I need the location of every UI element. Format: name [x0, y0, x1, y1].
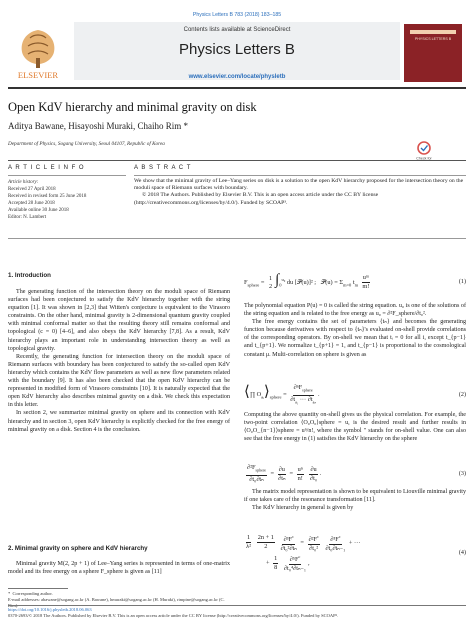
history-line: Editor: N. Lambert	[8, 215, 47, 220]
journal-reference[interactable]: Physics Letters B 783 (2018) 183–185	[192, 12, 282, 18]
header-divider	[8, 87, 466, 89]
abstract-body: We show that the minimal gravity of Lee–Yang series on disk is a solution to the open KdV hierarchy proposed for the intersection theory on the moduli space of Riemann surfaces with boundary.	[134, 178, 464, 192]
affiliation: Department of Physics, Sogang University, Seoul 04107, Republic of Korea	[8, 141, 165, 147]
equation-number: (2)	[458, 392, 466, 398]
equation-4: $\frac{1}{\text{λ²}}$ $\frac{2n + 1}{2}$ $\frac{\partial^3F^c}{\text{∂t₀²∂tₙ}}$ = $\frac{\partial^2F^c}{\text{∂t₀²}}$ $\frac{\partial^3F^c}{\text{∂t₀∂tₙ₋₁}}$ + ··· + $\frac{1}{8}$ $\frac{\partial^5F^c}{\text{∂t₀⁴∂tₙ₋₁}}$ , (4)	[244, 533, 466, 573]
paragraph: The generating function of the intersection theory on the moduli space of Riemann surfaces had been conjectured to satisfy the KdV hierarchy together with the string equation [1]. It was shown in [2,3] that Witten's conjecture is equivalent to the Virasoro constraints. On the other hand, minimal gravity is 2-dimensional quantum gravity coupled with minimal conformal matter so that the resulting theory still remains conformal and topological (c = 0) [4–6], and also obeys the KdV hierarchy [7,8]. As a result, KdV hierarchy plays an important role in understanding intersection theory as well as topological gravity.	[8, 289, 230, 352]
svg-text:Check for: Check for	[416, 156, 432, 161]
license-statement[interactable]: © 2018 The Authors. Published by Elsevier B.V. This is an open access article under the CC BY license (http://creativecommons.org/licenses/by/4.0/). Funded by SCOAP³.	[134, 192, 379, 206]
right-column-text-3	[244, 488, 466, 512]
footnote-emails[interactable]: E-mail addresses: abawane@sogang.ac.kr (A. Bawane), hmuraki@sogang.ac.kr (H. Muraki), rimpine@sogang.ac.kr (C.	[8, 597, 225, 602]
contents-line[interactable]: Contents lists available at ScienceDirect	[183, 27, 291, 33]
doi-link[interactable]: https://doi.org/10.1016/j.physletb.2018.06.063	[8, 607, 92, 612]
introduction-text	[8, 288, 230, 434]
paragraph: The free energy contains the set of parameters {tₙ} and becomes the generating function because derivatives with respect to {tₙ}'s evaluated on-shell provide correlations of the corresponding operators. By on-shell we mean that tᵢ = 0 for all i, except t_{p−1} and t_{p+1}. We normalize t_{p+1} = 1, and t_{p−1} is proportional to the cosmological constant μ. Multi-correlation on sphere is given as	[244, 319, 466, 358]
paragraph: The polynomial equation P(u) = 0 is called the string equation. u₀ is one of the solutions of the string equation and is related to the free energy as u₀ = ∂²F_sphere/∂t₀².	[244, 303, 466, 318]
paragraph: Minimal gravity M(2, 2p + 1) of Lee–Yang series is represented in terms of one-matrix model and its free energy on a sphere F_sphere is given as [11]	[8, 561, 230, 576]
abstract-heading: A B S T R A C T	[134, 165, 192, 171]
abstract-rule	[134, 175, 466, 176]
footnote-marker: *	[8, 591, 11, 596]
paragraph: In section 2, we summarize minimal gravity on sphere and its connection with KdV hierarchy and in section 3, open KdV hierarchy is explicitly checked for the free energy of minimal gravity on a disk. Section 4 is the conclusion.	[8, 410, 230, 433]
equation-number: (4)	[458, 550, 466, 556]
history-line: Available online 30 June 2018	[8, 208, 69, 213]
elsevier-logo[interactable]	[8, 24, 68, 82]
history-label: Article history:	[8, 180, 39, 185]
article-info	[8, 179, 128, 221]
check-for-updates-badge[interactable]	[412, 140, 436, 162]
abstract-bottom-rule	[8, 238, 466, 239]
paragraph: Recently, the generating function for intersection theory on the moduli space of Riemann surfaces with boundary has been conjectured to satisfy the so-called open KdV hierarchy which contains the KdV flow parameters as well as new flow parameters related with the boundary [9]. It has also been checked that the open KdV hierarchy can be represented in modified form of Virasoro constraints [10]. It is naturally expected that the open KdV hierarchy also describes minimal gravity on a disk. We check this expectation in this letter.	[8, 353, 230, 409]
abstract-text	[134, 178, 466, 207]
paragraph: Computing the above quantity on-shell gives us the physical correlation. For example, the two-point correlation ⟨O₀O₀⟩sphere = u, is the desired result and further results in ⟨O₀O_{n−1}⟩sphere = uⁿ/n!, where the symbol " stands for on-shell value. One can also see that the free energy in (1) satisfies the KdV hierarchy on the sphere	[244, 412, 466, 443]
article-info-heading: A R T I C L E I N F O	[8, 165, 85, 171]
cover-title: PHYSICS LETTERS B	[414, 37, 452, 41]
right-column-text-1	[244, 302, 466, 359]
paragraph: The KdV hierarchy in general is given by	[252, 505, 354, 512]
footnote-rule	[8, 588, 68, 589]
page-footer	[8, 607, 466, 619]
paper-title: Open KdV hierarchy and minimal gravity on disk	[8, 100, 257, 114]
footnote-line: Corresponding author.	[12, 591, 53, 596]
equation-2: ⟨∏ $O_{aᵢ}⟩_{sphere}$ = $\frac{\partial^nF_{sphere}}{\partial t_{a_1} \cdot\cdot\cdot \partial t_{a_n}}$ . (2)	[244, 384, 466, 404]
issn-license: 0370-2693/© 2018 The Authors. Published by Elsevier B.V. This is an open access article under the CC BY license (http://creativecommons.org/licenses/by/4.0/). Funded by SCOAP³.	[8, 613, 339, 619]
equation-number: (3)	[458, 471, 466, 477]
publisher-name: ELSEVIER	[17, 70, 59, 80]
history-line: Received 27 April 2018	[8, 187, 56, 192]
equation-number: (1)	[458, 279, 466, 285]
section2-text	[8, 560, 230, 576]
equation-1: $F_{sphere}$ = 1 2 $\int_0^{u_0}$ du [𝒫(u)]² ; 𝒫(u) = $\Sigma_{m=0}$ $t_m$ $\frac{\text{uᵐ}}{m!}$ (1)	[244, 271, 466, 291]
journal-title: Physics Letters B	[179, 41, 295, 58]
title-divider	[8, 160, 466, 161]
section-heading-introduction: 1. Introduction	[8, 272, 51, 279]
cover-stripe	[410, 30, 456, 34]
equation-3: $\frac{\partial^2F_{sphere}}{\text{∂t₀∂tₙ}}$ = $\frac{\partial u}{\text{∂tₙ}}$ = $\frac{\text{uⁿ}}{n!}$ $\frac{\partial u}{\text{∂t₀}}$ . (3)	[247, 464, 466, 483]
author-list[interactable]: Aditya Bawane, Hisayoshi Muraki, Chaiho Rim *	[8, 121, 188, 131]
journal-url-link[interactable]: www.elsevier.com/locate/physletb	[188, 74, 286, 80]
footer-rule	[8, 605, 466, 606]
paragraph: The matrix model representation is shown to be equivalent to Liouville minimal gravity if one takes care of the resonance transformation [11].	[244, 489, 466, 504]
article-info-rule	[8, 175, 126, 176]
history-line: Received in revised form 25 June 2018	[8, 194, 87, 199]
history-line: Accepted 28 June 2018	[8, 201, 55, 206]
right-column-text-2	[244, 411, 466, 443]
section-heading-minimal-gravity: 2. Minimal gravity on sphere and KdV hierarchy	[8, 545, 148, 552]
